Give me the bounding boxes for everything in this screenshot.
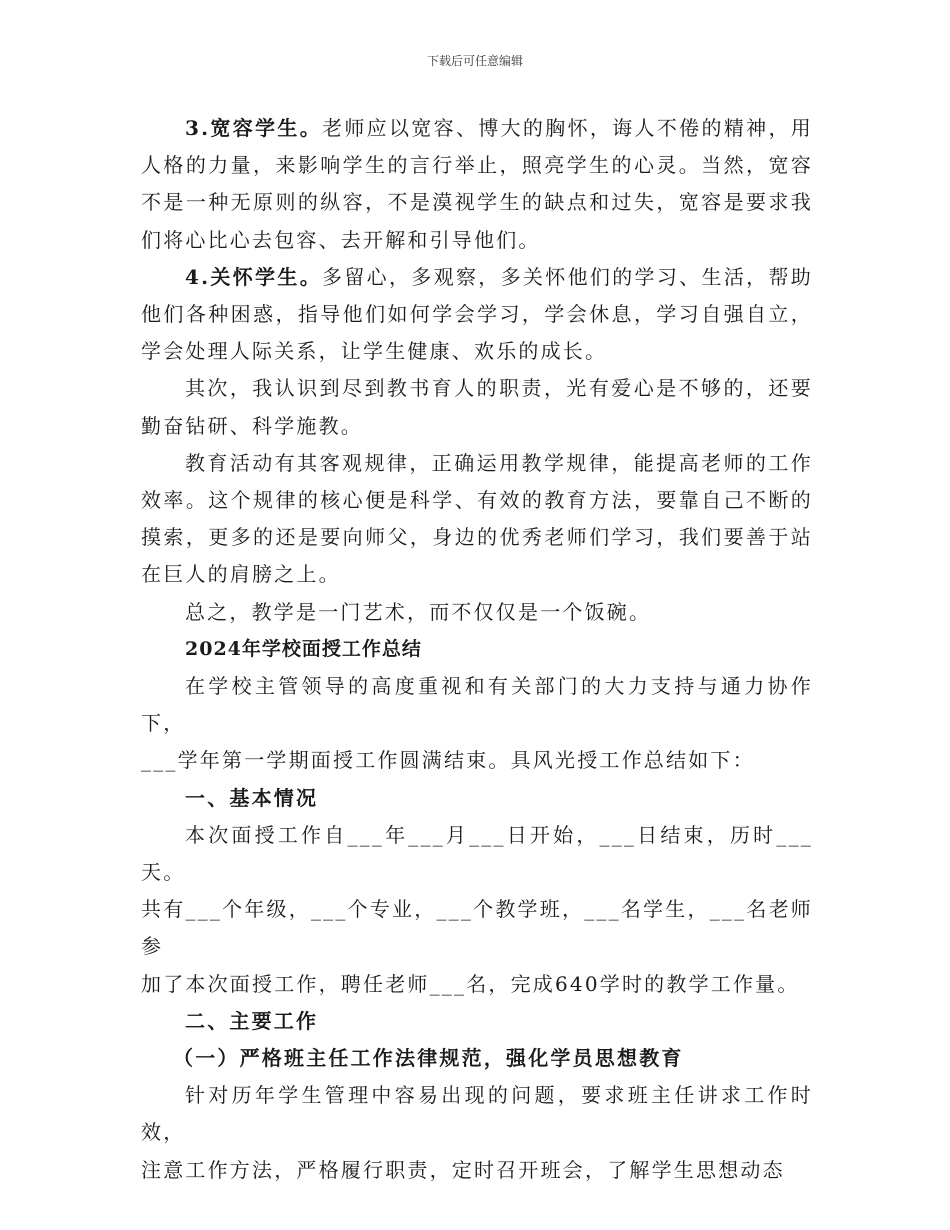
- intro-line-1: 在学校主管领导的高度重视和有关部门的大力支持与通力协作下，: [141, 674, 813, 736]
- last-line-2: 注意工作方法，严格履行职责，定时召开班会，了解学生思想动态: [141, 1157, 785, 1182]
- basic-line-3: 加了本次面授工作，聘任老师___名，完成640学时的教学工作量。: [141, 971, 800, 996]
- paragraph-lead: 3.宽容学生。: [185, 116, 323, 140]
- paragraph-conclusion: 总之，教学是一门艺术，而不仅仅是一个饭碗。: [185, 599, 652, 624]
- heading-basic-situation: 一、基本情况: [185, 785, 319, 810]
- last-line-1: 针对历年学生管理中容易出现的问题，要求班主任讲求工作时效，: [141, 1083, 813, 1145]
- basic-line-1: 本次面授工作自___年___月___日开始，___日结束，历时___天。: [141, 822, 813, 885]
- document-title: 2024年学校面授工作总结: [185, 637, 422, 660]
- paragraph-text: 老师应以宽容、博大的胸怀，诲人不倦的精神，用人格的力量，来影响学生的言行举止，照亮学生的心灵。当然，宽容不是一种无原则的纵容，不是漠视学生的缺点和过失，宽容是要求我们将心比心去包容、去开解和引导他们。: [141, 116, 813, 252]
- intro-line-2: ___学年第一学期面授工作圆满结束。具风光授工作总结如下：: [141, 748, 755, 773]
- paragraph-rules: 教育活动有其客观规律，正确运用教学规律，能提高老师的工作效率。这个规律的核心便是科学、有效的教育方法，要靠自己不断的摸索，更多的还是要向师父，身边的优秀老师们学习，我们要善于站在巨人的肩膀之上。: [141, 450, 813, 587]
- paragraph-lead: 4.关怀学生。: [185, 264, 323, 289]
- heading-main-work: 二、主要工作: [185, 1008, 319, 1033]
- basic-line-2: 共有___个年级，___个专业，___个教学班，___名学生，___名老师参: [141, 897, 813, 959]
- page-header: 下载后可任意编辑: [426, 54, 523, 68]
- subheading-class-teacher: （一）严格班主任工作法律规范，强化学员思想教育: [173, 1046, 684, 1071]
- paragraph-second: 其次，我认识到尽到教书育人的职责，光有爱心是不够的，还要勤奋钻研、科学施教。: [141, 376, 813, 438]
- document-body: [141, 110, 813, 1189]
- paragraph-tolerance: [141, 110, 813, 259]
- paragraph-text: 多留心，多观察，多关怀他们的学习、生活，帮助他们各种困惑，指导他们如何学会学习，学会休息，学习自强自立，学会处理人际关系，让学生健康、欢乐的成长。: [141, 264, 813, 364]
- paragraph-care: [141, 259, 813, 371]
